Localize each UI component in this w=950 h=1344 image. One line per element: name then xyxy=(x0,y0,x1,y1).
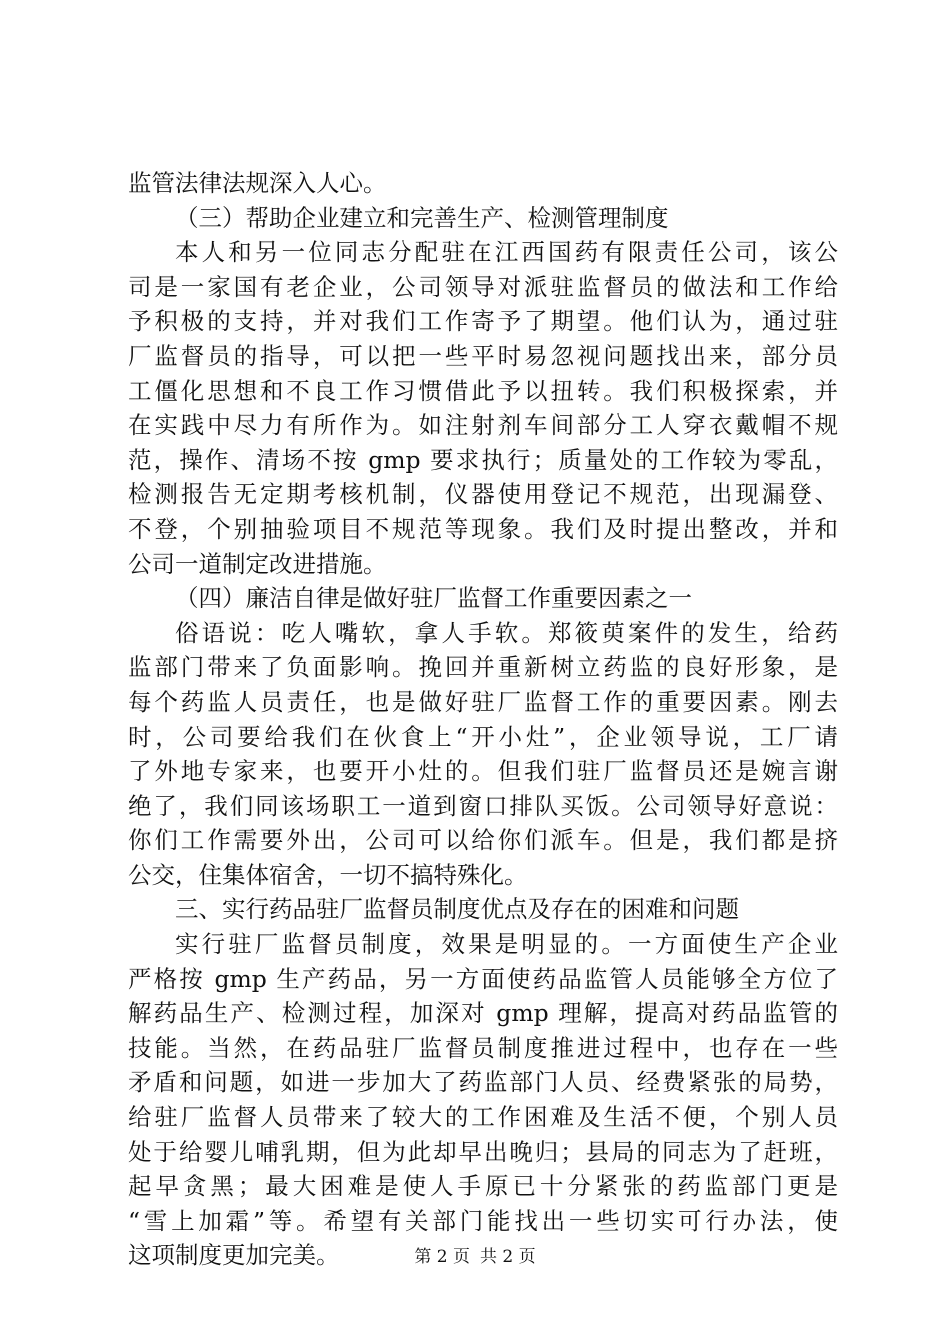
text-line: 检测报告无定期考核机制，仪器使用登记不规范，出现漏登、 xyxy=(128,480,838,509)
text-line: 公交，住集体宿舍，一切不搞特殊化。 xyxy=(128,860,528,889)
text-line: 技能。当然，在药品驻厂监督员制度推进过程中，也存在一些 xyxy=(128,1033,838,1062)
text-line: 在实践中尽力有所作为。如注射剂车间部分工人穿衣戴帽不规 xyxy=(128,411,838,440)
text-line: 不登，个别抽验项目不规范等现象。我们及时提出整改，并和 xyxy=(128,514,838,543)
page-number: 第 2 页 xyxy=(414,1247,470,1267)
text-line: 给驻厂监督人员带来了较大的工作困难及生活不便，个别人员 xyxy=(128,1103,838,1132)
text-line: 严格按 gmp 生产药品，另一方面使药品监管人员能够全方位了 xyxy=(128,964,838,993)
text-line: 时，公司要给我们在伙食上“开小灶”，企业领导说，工厂请 xyxy=(128,722,838,751)
text-line: 予积极的支持，并对我们工作寄予了期望。他们认为，通过驻 xyxy=(128,307,838,336)
text-line: （三）帮助企业建立和完善生产、检测管理制度 xyxy=(175,203,669,232)
text-line: 每个药监人员责任，也是做好驻厂监督工作的重要因素。刚去 xyxy=(128,687,838,716)
text-line: 三、实行药品驻厂监督员制度优点及存在的困难和问题 xyxy=(175,895,739,924)
text-line: 了外地专家来，也要开小灶的。但我们驻厂监督员还是婉言谢 xyxy=(128,757,838,786)
text-line: 公司一道制定改进措施。 xyxy=(128,549,387,578)
text-line: 监管法律法规深入人心。 xyxy=(128,169,387,197)
document-body xyxy=(128,166,838,1273)
text-line: 范，操作、清场不按 gmp 要求执行；质量处的工作较为零乱， xyxy=(128,445,838,474)
text-line: 矛盾和问题，如进一步加大了药监部门人员、经费紧张的局势， xyxy=(128,1068,838,1097)
text-line: （四）廉洁自律是做好驻厂监督工作重要因素之一 xyxy=(175,584,692,613)
page-total: 共 2 页 xyxy=(480,1247,536,1267)
text-line: 本人和另一位同志分配驻在江西国药有限责任公司，该公 xyxy=(175,238,838,267)
text-line: 这项制度更加完美。 xyxy=(128,1241,340,1270)
text-line: 俗语说：吃人嘴软，拿人手软。郑筱萸案件的发生，给药 xyxy=(175,618,838,647)
text-line: 解药品生产、检测过程，加深对 gmp 理解，提高对药品监管的 xyxy=(128,999,838,1028)
text-line: 处于给婴儿哺乳期，但为此却早出晚归；县局的同志为了赶班， xyxy=(128,1137,838,1166)
text-line: 工僵化思想和不良工作习惯借此予以扭转。我们积极探索，并 xyxy=(128,376,838,405)
text-line: 实行驻厂监督员制度，效果是明显的。一方面使生产企业 xyxy=(175,930,838,959)
text-line: 司是一家国有老企业，公司领导对派驻监督员的做法和工作给 xyxy=(128,272,838,301)
text-line: 你们工作需要外出，公司可以给你们派车。但是，我们都是挤 xyxy=(128,826,838,855)
text-line: 绝了，我们同该场职工一道到窗口排队买饭。公司领导好意说： xyxy=(128,791,838,820)
text-line: “雪上加霜”等。希望有关部门能找出一些切实可行办法，使 xyxy=(128,1206,838,1235)
text-line: 厂监督员的指导，可以把一些平时易忽视问题找出来，部分员 xyxy=(128,341,838,370)
page-footer xyxy=(0,1246,950,1268)
text-line: 起早贪黑；最大困难是使人手原已十分紧张的药监部门更是 xyxy=(128,1172,838,1201)
text-line: 监部门带来了负面影响。挽回并重新树立药监的良好形象，是 xyxy=(128,653,838,682)
